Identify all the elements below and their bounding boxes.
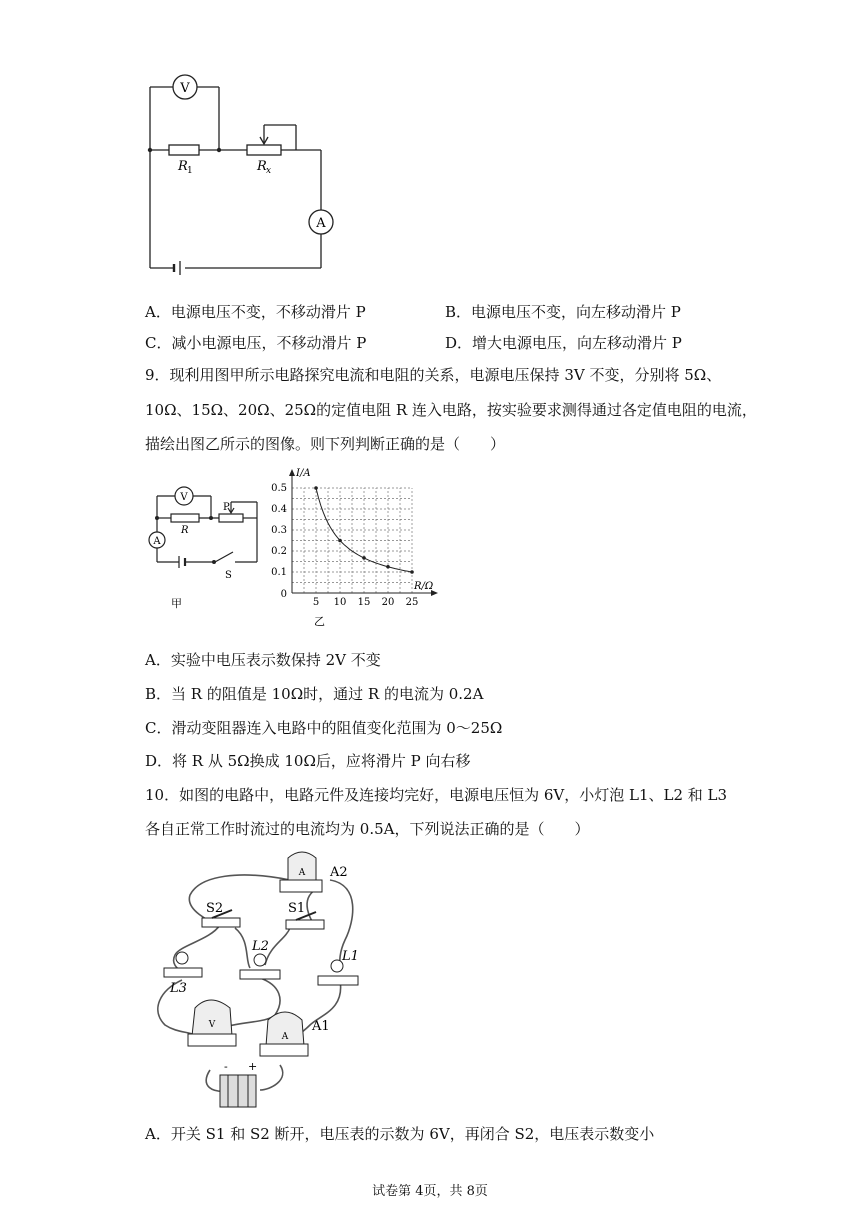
q10-label-l1: L1 (342, 949, 359, 964)
q10-label-s1: S1 (288, 901, 306, 916)
q10-ammeter-a2-icon (280, 852, 322, 892)
q9-option-a: A．实验中电压表示数保持 2V 不变 (145, 651, 381, 669)
svg-text:-: - (224, 1060, 228, 1073)
q8-voltmeter-label: V (180, 81, 190, 96)
q8-r1-subscript: 1 (187, 166, 193, 176)
q9-graph-data-point (338, 539, 342, 543)
q10-voltmeter-icon (188, 1000, 236, 1046)
q9-circuit-diagram (145, 480, 270, 615)
q9-graph-x-tick-label: 20 (381, 597, 395, 608)
q8-circuit-diagram (140, 65, 340, 280)
svg-text:+: + (248, 1060, 258, 1073)
q9-graph-data-point (410, 570, 414, 574)
q9-option-c: C．滑动变阻器连入电路中的阻值变化范围为 0～25Ω (145, 719, 503, 737)
q9-switch-label: S (225, 570, 232, 581)
q8-r1-label: R (178, 159, 188, 174)
q9-graph-y-axis-label: I/A (296, 468, 311, 479)
svg-text:V: V (208, 1020, 216, 1030)
q10-stem-line-1: 10．如图的电路中，电路元件及连接均完好，电源电压恒为 6V，小灯泡 L1、L2 和 L3 (145, 786, 728, 804)
q10-label-a2: A2 (330, 865, 348, 880)
q10-stem-line-2: 各自正常工作时流过的电流均为 0.5A，下列说法正确的是（ ） (145, 820, 590, 838)
q9-voltmeter-label: V (180, 492, 188, 503)
q9-graph-y-tick-label: 0.5 (271, 483, 287, 494)
q8-rx-subscript: x (266, 166, 272, 176)
q9-graph-data-point (314, 486, 318, 490)
q8-ammeter-label: A (316, 216, 326, 231)
q9-slider-label: P (223, 502, 230, 513)
q10-label-s2: S2 (206, 901, 224, 916)
q9-stem-line-2: 10Ω、15Ω、20Ω、25Ω的定值电阻 R 连入电路，按实验要求测得通过各定值电阻的电流， (145, 401, 757, 419)
q9-graph-data-point (386, 565, 390, 569)
q9-graph-y-arrow (289, 469, 295, 476)
q9-ammeter-label: A (153, 536, 161, 547)
q10-label-a1: A1 (312, 1019, 330, 1034)
q9-circuit-caption: 甲 (171, 597, 182, 610)
q9-option-b: B．当 R 的阻值是 10Ω时，通过 R 的电流为 0.2A (145, 685, 484, 703)
svg-text:A: A (298, 868, 306, 878)
q10-option-a: A．开关 S1 和 S2 断开，电压表的示数为 6V，再闭合 S2，电压表示数变小 (145, 1125, 655, 1143)
q9-graph-caption: 乙 (314, 615, 325, 628)
q8-option-c: C．减小电源电压，不移动滑片 P (145, 334, 367, 352)
q9-option-d: D．将 R 从 5Ω换成 10Ω后，应将滑片 P 向右移 (145, 752, 471, 770)
q9-graph-x-tick-label: 25 (405, 597, 419, 608)
q10-circuit-illustration (140, 840, 380, 1115)
q8-option-a: A．电源电压不变，不移动滑片 P (145, 303, 366, 321)
q8-rx-label: R (257, 159, 267, 174)
q10-label-l3: L3 (170, 981, 187, 996)
q9-graph-y-tick-label: 0.2 (271, 546, 287, 557)
q10-label-l2: L2 (252, 939, 269, 954)
q10-bulb-l2-icon (240, 954, 280, 979)
q9-graph-data-point (362, 556, 366, 560)
q9-graph-origin-label: 0 (280, 589, 287, 600)
q9-graph-x-tick-label: 15 (357, 597, 371, 608)
q9-graph-y-tick-label: 0.4 (271, 504, 287, 515)
q9-graph (268, 465, 448, 630)
q10-bulb-l3-icon (164, 952, 202, 977)
page-footer: 试卷第 4页，共 8页 (372, 1184, 488, 1199)
q9-stem-line-1: 9．现利用图甲所示电路探究电流和电阻的关系，电源电压保持 3V 不变，分别将 5Ω、 (145, 366, 722, 384)
q9-graph-x-tick-label: 5 (312, 597, 320, 608)
q9-graph-y-tick-label: 0.1 (271, 567, 287, 578)
svg-text:A: A (281, 1032, 289, 1042)
q10-battery-icon (220, 1060, 257, 1107)
q8-option-d: D．增大电源电压，向左移动滑片 P (445, 334, 682, 352)
q9-graph-x-tick-label: 10 (333, 597, 347, 608)
q9-resistor-label: R (181, 525, 189, 536)
q9-stem-line-3: 描绘出图乙所示的图像。则下列判断正确的是（ ） (145, 435, 506, 453)
q9-graph-y-tick-label: 0.3 (271, 525, 287, 536)
q9-graph-x-axis-label: R/Ω (414, 581, 434, 592)
q8-option-b: B．电源电压不变，向左移动滑片 P (445, 303, 681, 321)
